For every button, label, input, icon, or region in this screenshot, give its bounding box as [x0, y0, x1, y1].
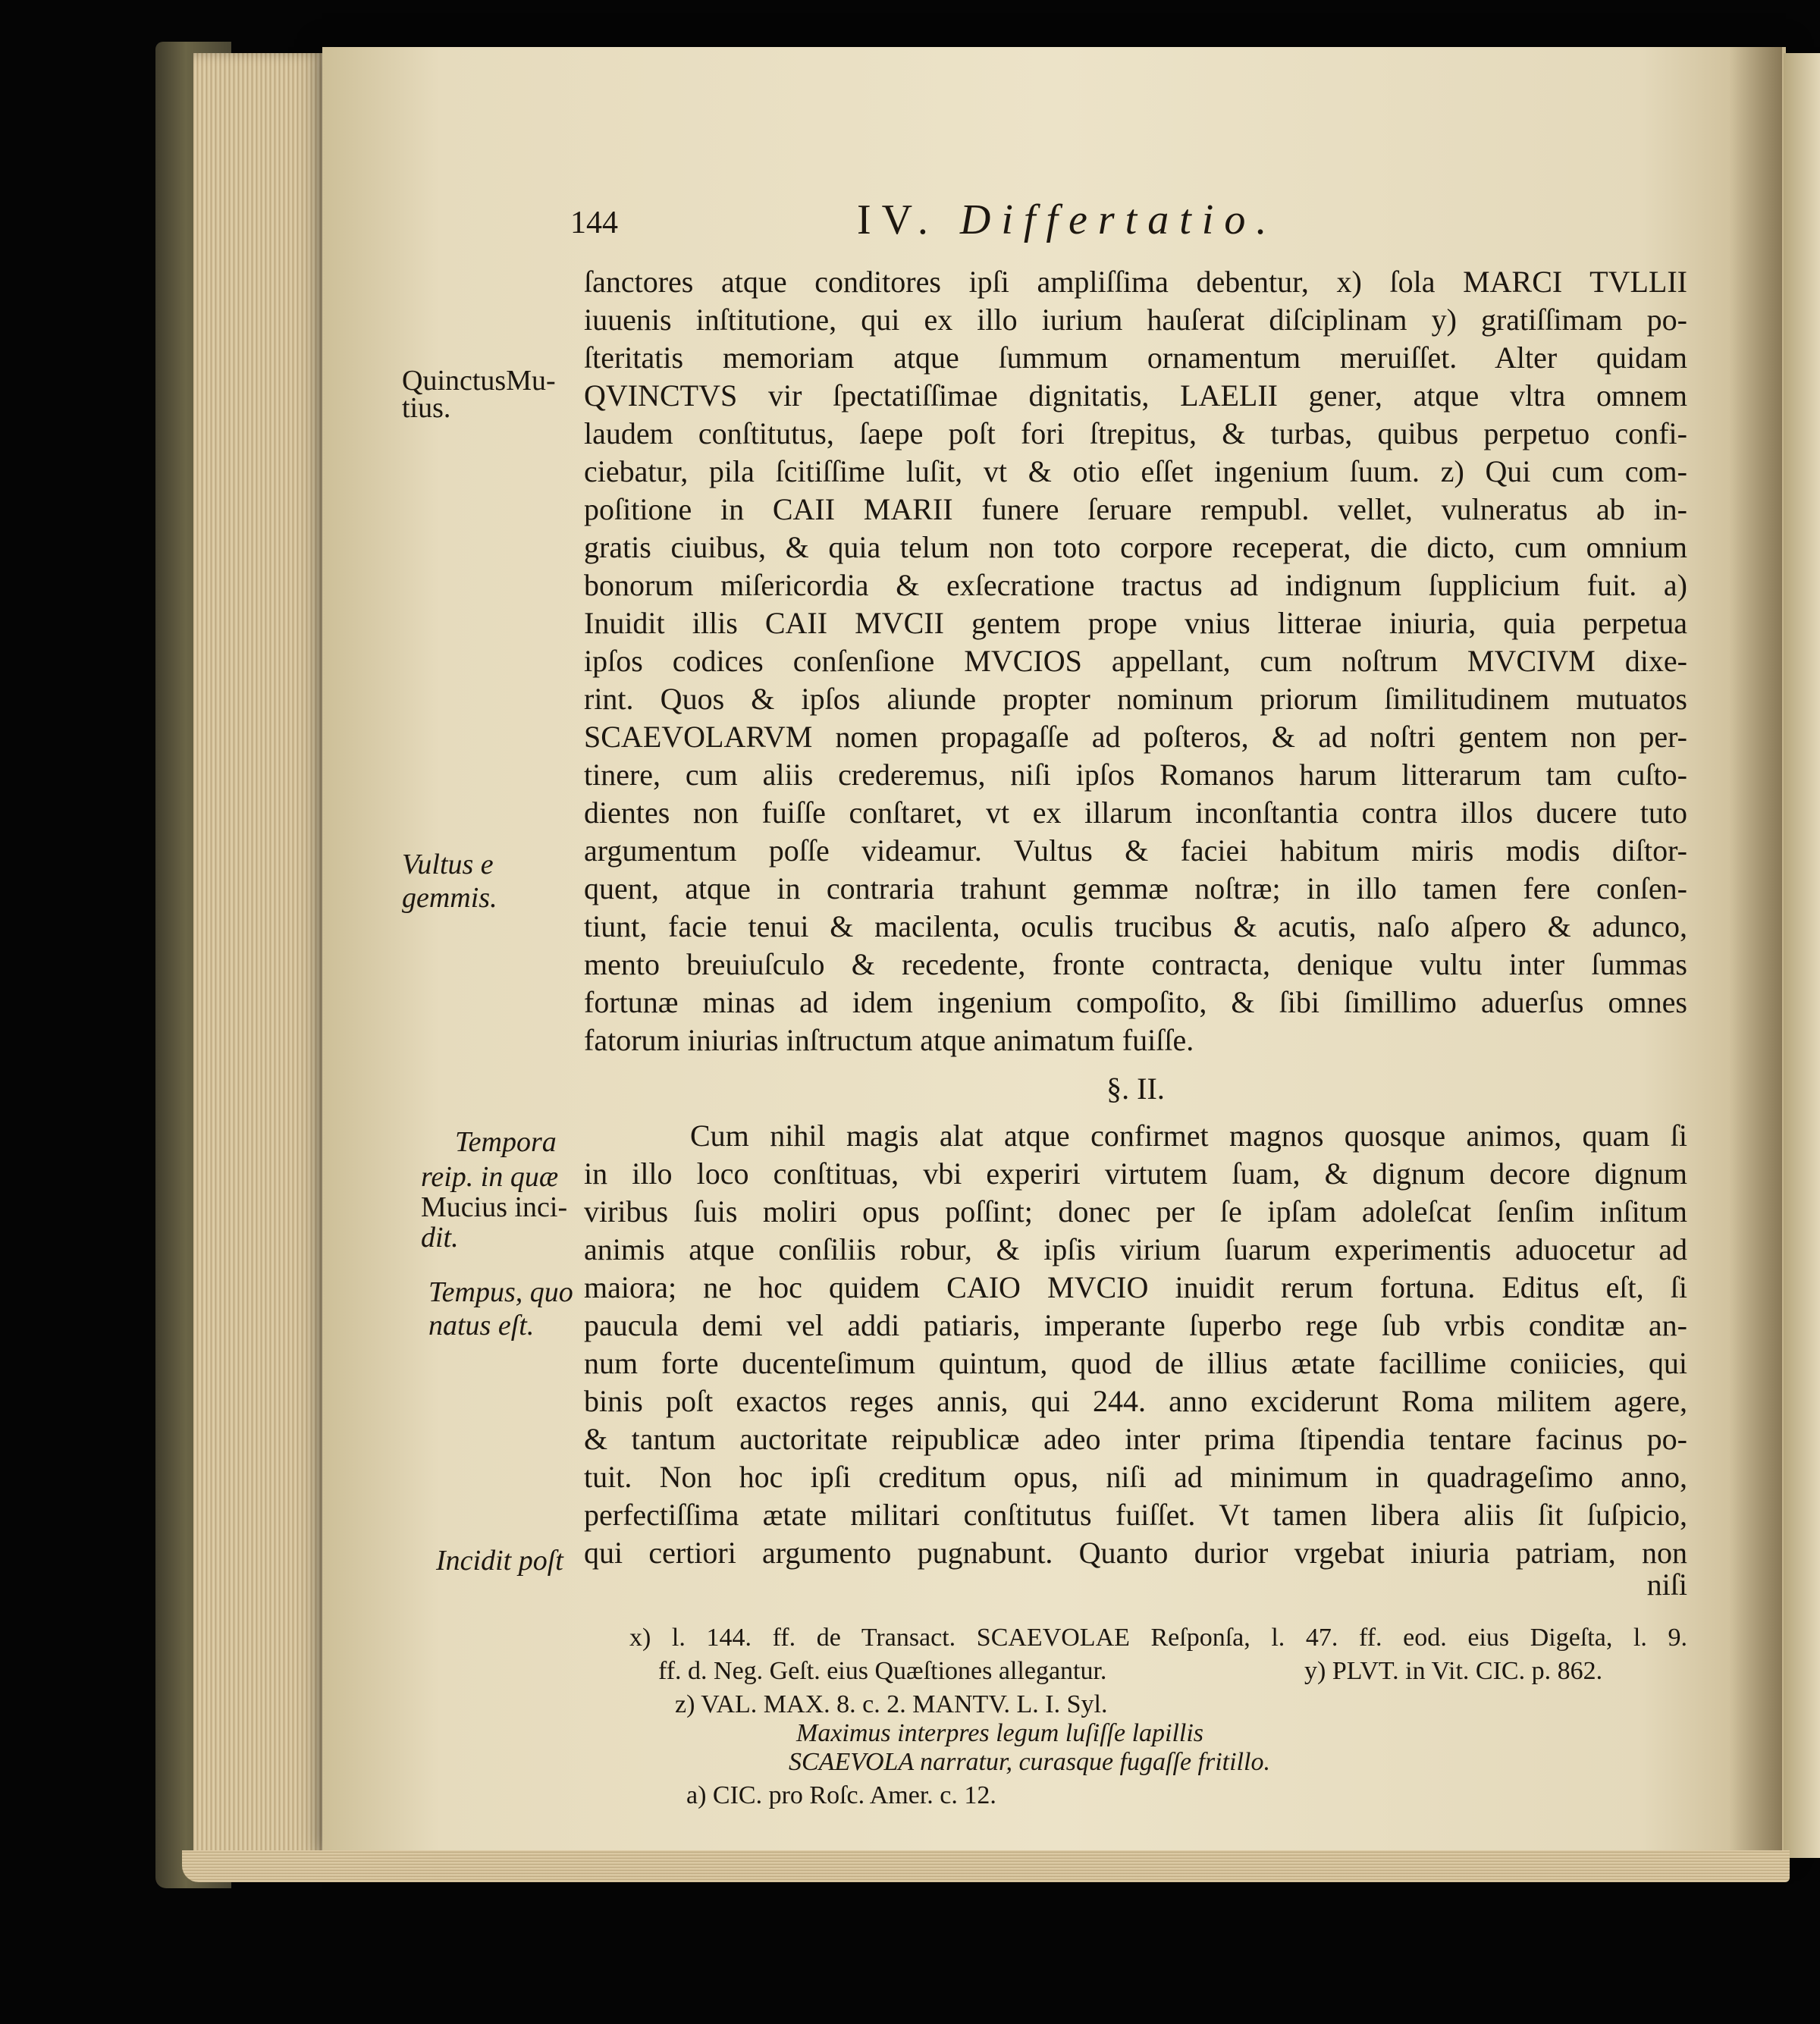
body-line: fortunæ minas ad idem ingenium compoſito, & ſibi ſimillimo aduerſus omnes: [584, 985, 1687, 1019]
body-line: tinere, cum aliis crederemus, niſi ipſos Romanos harum litterarum tam cuſto-: [584, 758, 1687, 792]
page-edges-stack: [193, 53, 330, 1869]
body-line: qui certiori argumento pugnabunt. Quanto durior vrgebat iniuria patriam, non: [584, 1536, 1687, 1570]
running-head-numeral: IV.: [857, 196, 939, 243]
section-heading: §. II.: [1106, 1072, 1165, 1106]
body-line: ſteritatis memoriam atque ſummum ornamentum meruiſſet. Alter quidam: [584, 340, 1687, 375]
body-line: paucula demi vel addi patiaris, imperante ſuperbo rege ſub vrbis conditæ an-: [584, 1308, 1687, 1342]
facing-page-edge: [1784, 53, 1820, 1858]
body-line: ſanctores atque conditores ipſi ampliſſima debentur, x) ſola MARCI TVLLII: [584, 265, 1687, 299]
body-line: ipſos codices conſenſione MVCIOS appellant, cum noſtrum MVCIVM dixe-: [584, 644, 1687, 678]
margin-note: Vultus e: [402, 849, 494, 880]
margin-note: natus eſt.: [428, 1310, 535, 1341]
margin-note: Tempus, quo: [428, 1276, 573, 1308]
body-line: perfectiſſima ætate militari conſtitutus fuiſſet. Vt tamen libera aliis ſit ſuſpicio,: [584, 1498, 1687, 1532]
body-line: SCAEVOLARVM nomen propagaſſe ad poſteros, & ad noſtri gentem non per-: [584, 720, 1687, 754]
margin-note: Mucius inci-: [421, 1191, 568, 1223]
page-number: 144: [570, 206, 618, 240]
margin-note: gemmis.: [402, 882, 497, 914]
body-line: fatorum iniurias inſtructum atque animatum fuiſſe.: [584, 1023, 1194, 1057]
footnote-line: x) l. 144. ff. de Transact. SCAEVOLAE Reſponſa, l. 47. ff. eod. eius Digeſta, l. 9.: [629, 1624, 1687, 1652]
body-line: argumentum poſſe videamur. Vultus & faciei habitum miris modis diſtor-: [584, 833, 1687, 868]
body-line: mento breuiuſculo & recedente, fronte contracta, denique vultu inter ſummas: [584, 947, 1687, 981]
body-line: dientes non fuiſſe conſtaret, vt ex illarum inconſtantia contra illos ducere tuto: [584, 795, 1687, 830]
body-line: poſitione in CAII MARII funere ſeruare rempubl. vellet, vulneratus ab in-: [584, 492, 1687, 526]
body-line: rint. Quos & ipſos aliunde propter nominum priorum ſimilitudinem mutuatos: [584, 682, 1687, 716]
margin-note: tius.: [402, 392, 451, 424]
body-line: num forte ducenteſimum quintum, quod de illius ætate facillime coniicies, qui: [584, 1346, 1687, 1380]
body-line: maiora; ne hoc quidem CAIO MVCIO inuidit rerum fortuna. Editus eſt, ſi: [584, 1270, 1687, 1304]
body-line: bonorum miſericordia & exſecratione tractus ad indignum ſupplicium fuit. a): [584, 568, 1687, 602]
body-line: & tantum auctoritate reipublicæ adeo inter prima ſtipendia tentare facinus po-: [584, 1422, 1687, 1456]
margin-note: Incidit poſt: [436, 1545, 563, 1577]
margin-note: dit.: [421, 1222, 459, 1254]
catchword: niſi: [1646, 1567, 1687, 1602]
running-head-title: Differtatio.: [959, 196, 1278, 243]
footnote-line: ff. d. Neg. Geſt. eius Quæſtiones allegantur.: [658, 1657, 1107, 1685]
footnote-verse: Maximus interpres legum luſiſſe lapillis: [796, 1719, 1204, 1747]
footnote-verse: SCAEVOLA narratur, curasque fugaſſe fritillo.: [789, 1748, 1270, 1776]
body-line: viribus ſuis moliri opus poſſint; donec per ſe ipſam adoleſcat ſenſim inſitum: [584, 1194, 1687, 1229]
margin-note: QuinctusMu-: [402, 365, 556, 397]
body-line: in illo loco conſtituas, vbi experiri virtutem ſuam, & dignum decore dignum: [584, 1156, 1687, 1191]
footnote-line: z) VAL. MAX. 8. c. 2. MANTV. L. I. Syl.: [675, 1690, 1108, 1718]
body-line: QVINCTVS vir ſpectatiſſimae dignitatis, LAELII gener, atque vltra omnem: [584, 378, 1687, 413]
body-line: gratis ciuibus, & quia telum non toto corpore receperat, die dicto, cum omnium: [584, 530, 1687, 564]
body-line: binis poſt exactos reges annis, qui 244. anno exciderunt Roma militem agere,: [584, 1384, 1687, 1418]
margin-note: reip. in quæ: [421, 1161, 559, 1193]
bottom-page-edges: [182, 1850, 1790, 1882]
margin-note: Tempora: [455, 1126, 557, 1158]
page-gutter-shadow: [1729, 47, 1782, 1856]
body-line: quent, atque in contraria trahunt gemmæ noſtræ; in illo tamen fere conſen-: [584, 871, 1687, 905]
body-line: ciebatur, pila ſcitiſſime luſit, vt & otio eſſet ingenium ſuum. z) Qui cum com-: [584, 454, 1687, 488]
footnote-line: y) PLVT. in Vit. CIC. p. 862.: [1304, 1657, 1603, 1685]
body-line: tuit. Non hoc ipſi creditum opus, niſi ad minimum in quadrageſimo anno,: [584, 1460, 1687, 1494]
body-line: laudem conſtitutus, ſaepe poſt fori ſtrepitus, & turbas, quibus perpetuo confi-: [584, 416, 1687, 450]
body-line: animis atque conſiliis robur, & ipſis virium ſuarum experimentis aduocetur ad: [584, 1232, 1687, 1266]
body-line: Cum nihil magis alat atque confirmet magnos quosque animos, quam ſi: [690, 1119, 1687, 1153]
body-line: Inuidit illis CAII MVCII gentem prope vnius litterae iniuria, quia perpetua: [584, 606, 1687, 640]
body-line: iuuenis inſtitutione, qui ex illo iurium hauſerat diſciplinam y) gratiſſimam po-: [584, 303, 1687, 337]
footnote-line: a) CIC. pro Roſc. Amer. c. 12.: [686, 1781, 996, 1809]
running-head: [857, 196, 1277, 244]
body-line: tiunt, facie tenui & macilenta, oculis trucibus & acutis, naſo aſpero & adunco,: [584, 909, 1687, 943]
